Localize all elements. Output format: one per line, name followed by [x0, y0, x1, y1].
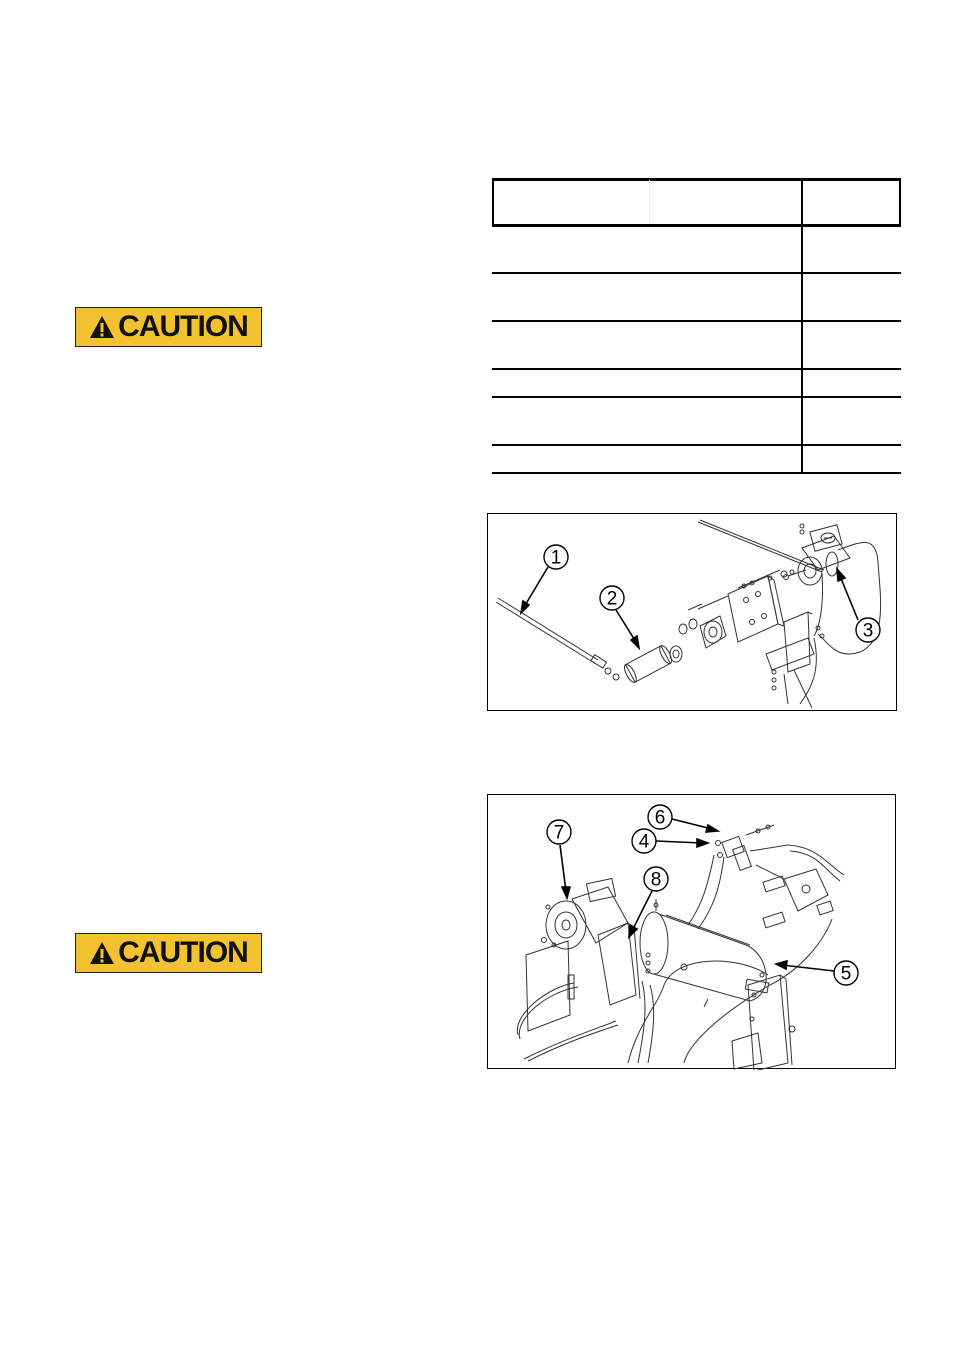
caution-label	[75, 307, 262, 347]
caution-text: CAUTION	[118, 310, 248, 343]
callout-number: 2	[606, 588, 618, 610]
table-rule	[492, 320, 901, 322]
callout-number: 8	[650, 869, 662, 891]
assembly-drawing-1	[488, 514, 898, 712]
caution-label	[75, 933, 262, 973]
callout-7	[547, 820, 571, 844]
callout-number: 4	[638, 831, 650, 853]
assembly-figure-1	[487, 513, 897, 711]
callout-3	[856, 618, 880, 642]
table-rule	[492, 472, 901, 474]
table-rule	[492, 178, 901, 181]
callout-2	[600, 586, 624, 610]
callout-5	[834, 961, 858, 985]
callout-8	[644, 867, 668, 891]
spec-table	[492, 178, 901, 474]
callout-number: 7	[553, 822, 565, 844]
warning-triangle-icon	[89, 941, 115, 965]
callout-6	[648, 805, 672, 829]
callout-4	[632, 829, 656, 853]
table-rule	[492, 444, 901, 446]
assembly-drawing-2	[488, 795, 897, 1070]
assembly-figure-2	[487, 794, 896, 1069]
callout-number: 5	[840, 963, 852, 985]
warning-triangle-icon	[89, 315, 115, 339]
table-rule	[492, 178, 494, 226]
table-rule	[492, 224, 901, 227]
callout-number: 1	[550, 547, 562, 569]
table-rule	[801, 178, 803, 474]
caution-text: CAUTION	[118, 936, 248, 969]
table-rule	[899, 178, 901, 226]
table-rule	[649, 180, 650, 226]
table-rule	[492, 272, 901, 274]
callout-number: 6	[654, 807, 666, 829]
callout-1	[544, 545, 568, 569]
table-rule	[492, 396, 901, 398]
callout-number: 3	[862, 620, 874, 642]
table-rule	[492, 368, 901, 370]
